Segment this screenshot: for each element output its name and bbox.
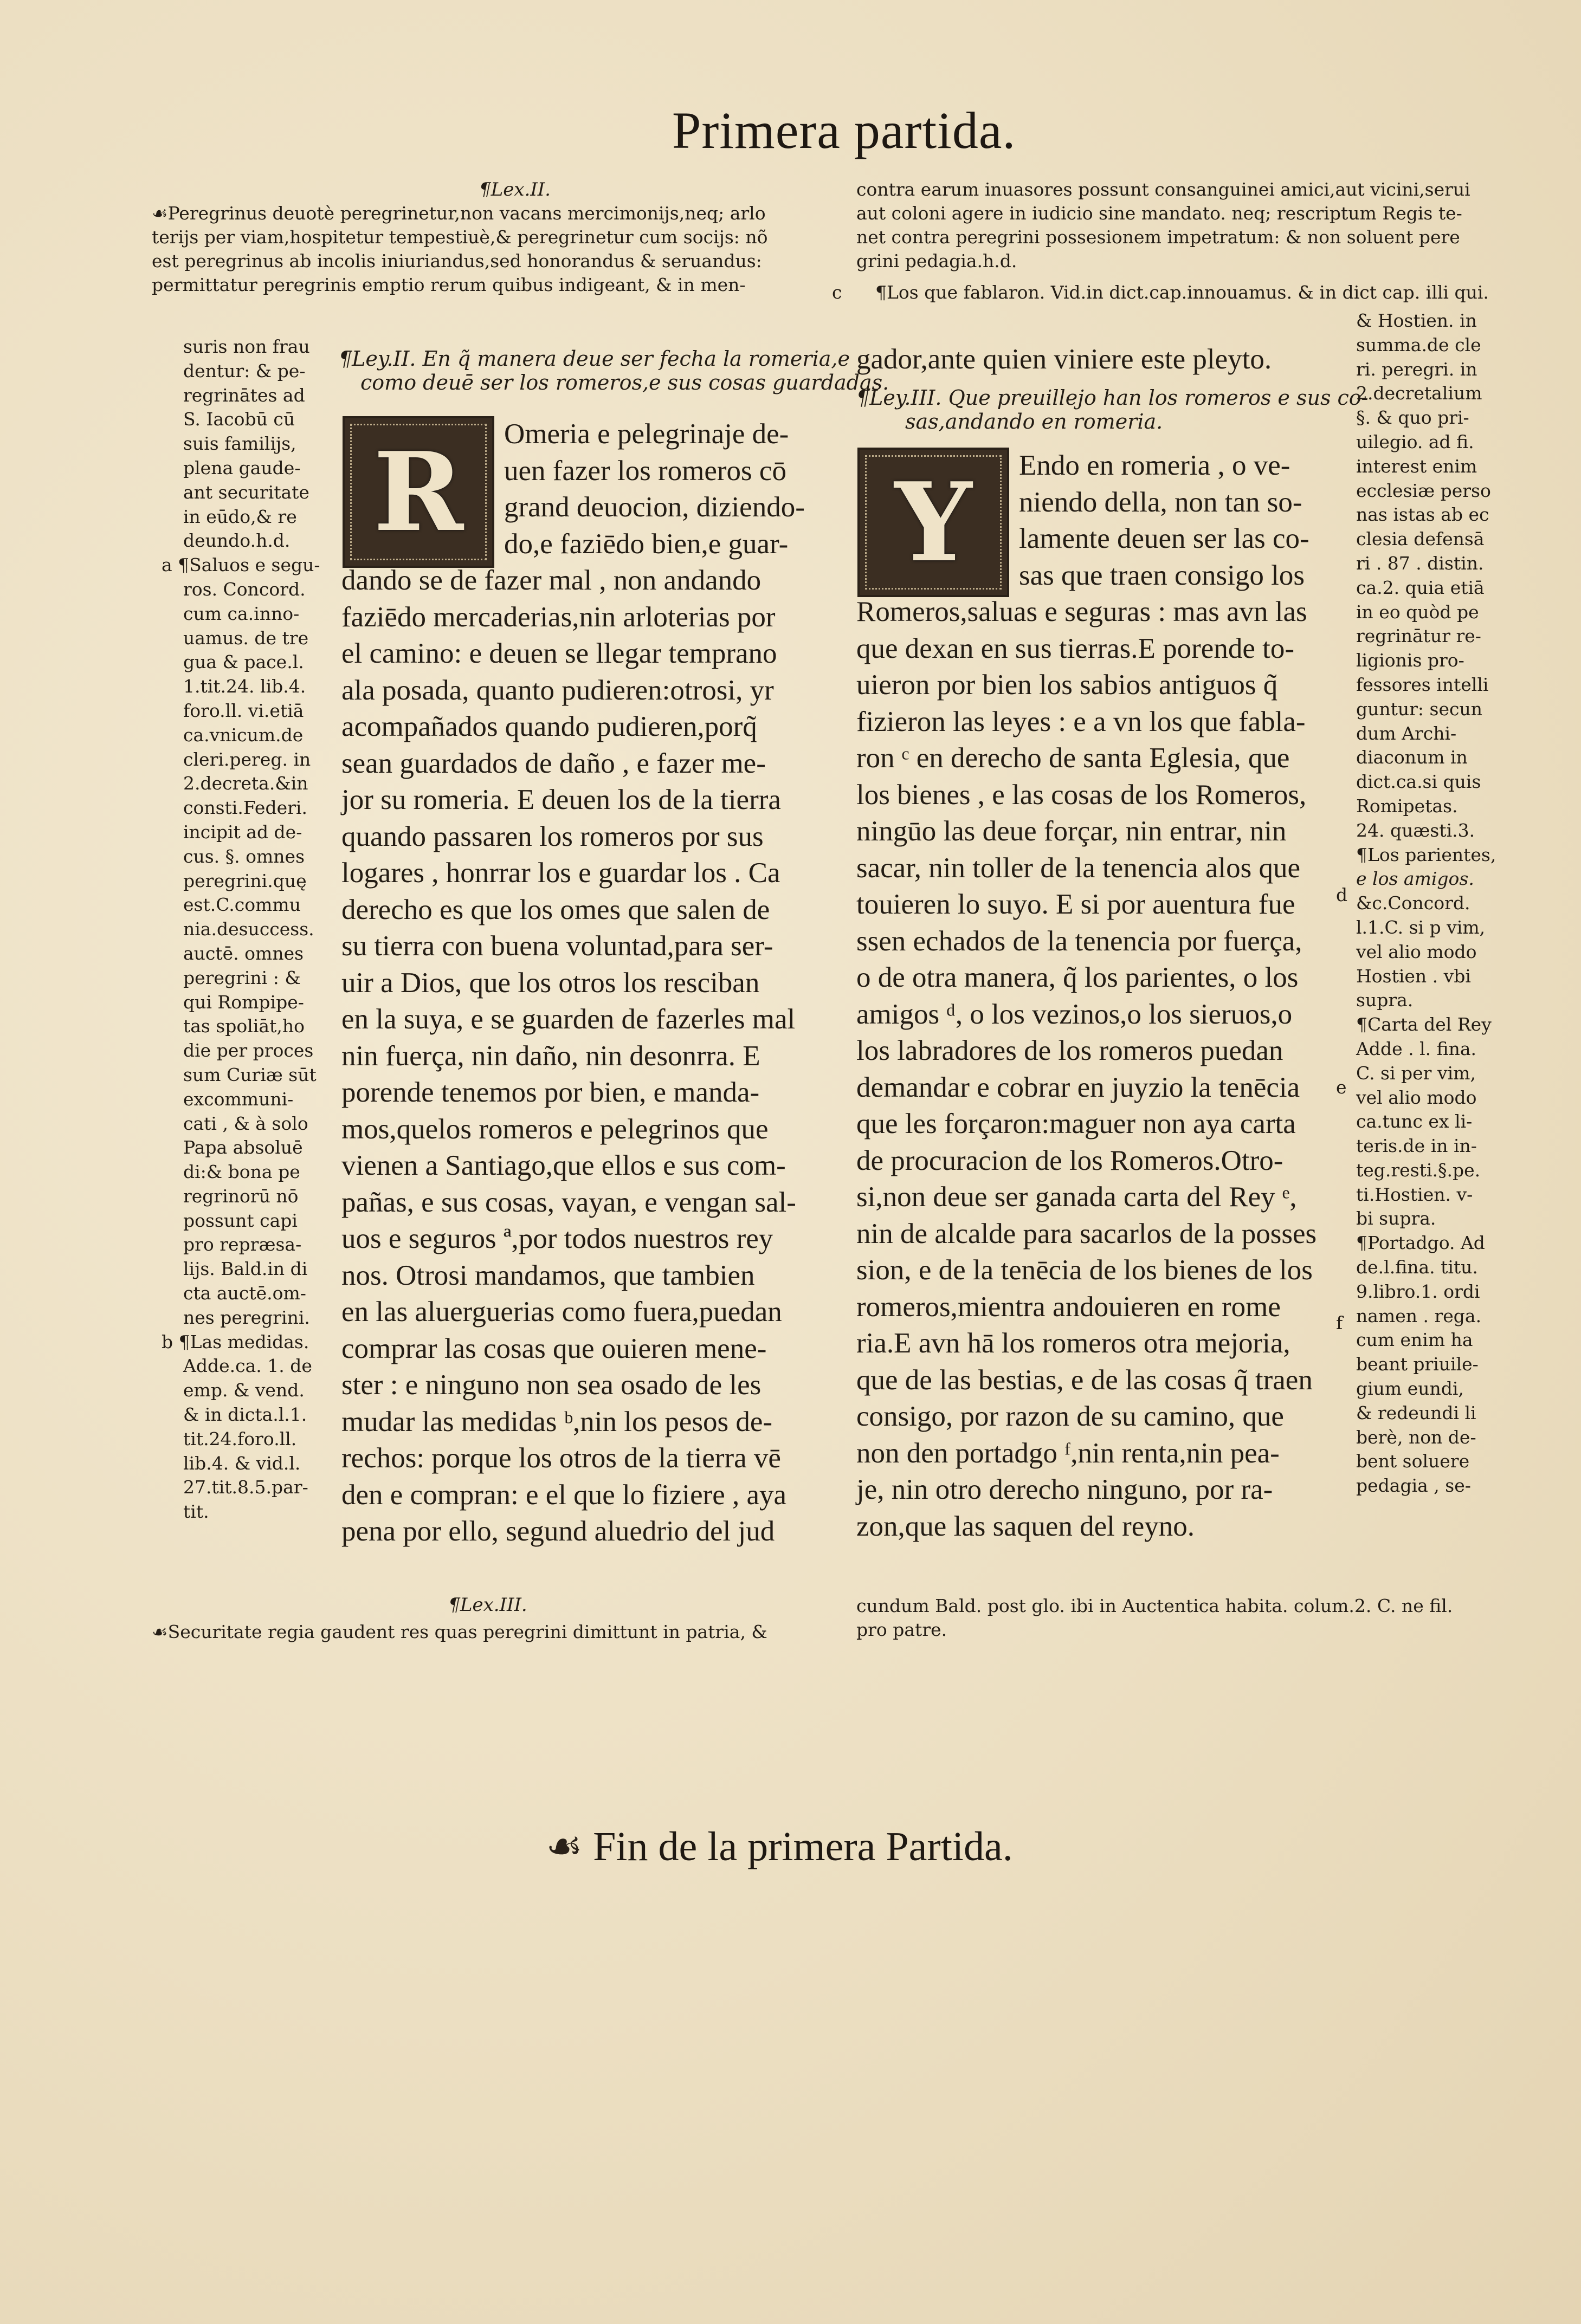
margin-line: Romipetas.: [1356, 795, 1458, 817]
text-line: jor su romeria. E deuen los de la tierra: [341, 784, 781, 815]
margin-line: clesia defensā: [1356, 528, 1485, 550]
gloss-line: aut coloni agere in iudicio sine mandato. neq; rescriptum Regis te-: [856, 203, 1462, 224]
margin-line: tit.: [183, 1501, 209, 1523]
text-line: rechos: porque los otros de la tierra vē: [341, 1442, 781, 1474]
text-line: grand deuocion, diziendo-: [504, 491, 805, 523]
margin-line: est.C.commu: [183, 894, 301, 916]
right-first-line: gador,ante quien viniere este pleyto.: [856, 344, 1272, 375]
margin-line: tas spoliāt,ho: [183, 1015, 305, 1037]
margin-line: uamus. de tre: [183, 627, 309, 649]
gloss-line: ☙Peregrinus deuotè peregrinetur,non vacans mercimonijs,neq; arlo: [152, 203, 766, 224]
margin-line: ¶Carta del Rey: [1356, 1014, 1492, 1035]
margin-line: pro repræsa-: [183, 1234, 302, 1255]
margin-line: cus. §. omnes: [183, 845, 305, 867]
margin-line: namen . rega.: [1356, 1305, 1482, 1326]
text-line: uen fazer los romeros cō: [504, 455, 786, 487]
text-line: faziēdo mercaderias,nin arloterias por: [341, 601, 776, 633]
text-line: o de otra manera, q̃ los parientes, o los: [856, 962, 1299, 993]
right-margin-gloss: [1356, 309, 1497, 1498]
margin-line: supra.: [1356, 989, 1414, 1011]
margin-line: ecclesiæ perso: [1356, 480, 1491, 501]
text-line: ssen echados de la tenencia por fuerça,: [856, 925, 1302, 957]
text-line: uos e seguros ª,por todos nuestros rey: [341, 1223, 773, 1254]
margin-line: vel alio modo: [1356, 1086, 1477, 1108]
margin-line: 2.decretalium: [1356, 383, 1482, 404]
text-line: mudar las medidas ᵇ,nin los pesos de-: [341, 1406, 773, 1438]
margin-line: teg.resti.§.pe.: [1356, 1159, 1481, 1181]
margin-line: regrinorū nō: [183, 1185, 299, 1207]
text-line: do,e faziēdo bien,e guar-: [504, 528, 789, 560]
margin-line: ca.tunc ex li-: [1356, 1111, 1473, 1132]
margin-line: l.1.C. si p vim,: [1356, 916, 1486, 938]
margin-line: & Hostien. in: [1356, 310, 1477, 331]
margin-line: 1.tit.24. lib.4.: [183, 676, 306, 697]
initial-letter: Y: [894, 458, 972, 586]
margin-line: summa.de cle: [1356, 334, 1481, 355]
text-line: sion, e de la tenēcia de los bienes de los: [856, 1254, 1313, 1286]
margin-line: 27.tit.8.5.par-: [183, 1477, 308, 1498]
note-c-line: ¶Los que fablaron. Vid.in dict.cap.innouamus. & in dict cap. illi qui.: [875, 282, 1489, 303]
margin-line: uilegio. ad fi.: [1356, 431, 1474, 452]
margin-line: Adde . l. fina.: [1356, 1038, 1477, 1059]
lex-ii-gloss-heading: ¶Lex.II.: [479, 179, 551, 200]
margin-line: gium eundi,: [1356, 1378, 1464, 1400]
margin-line: di:& bona pe: [183, 1161, 300, 1183]
margin-line: b ¶Las medidas.: [162, 1331, 309, 1352]
gloss-line: contra earum inuasores possunt consanguinei amici,aut vicini,serui: [856, 179, 1470, 200]
text-line: porende tenemos por bien, e manda-: [341, 1077, 760, 1108]
margin-line: ¶Portadgo. Ad: [1356, 1232, 1485, 1254]
fleuron-icon: ☙: [546, 1824, 583, 1869]
margin-line: guntur: secun: [1356, 698, 1482, 720]
margin-line: beant priuile-: [1356, 1354, 1479, 1375]
margin-line: pedagia , se-: [1356, 1475, 1471, 1497]
margin-line: dum Archi-: [1356, 722, 1457, 744]
bottom-gloss-left: ☙Securitate regia gaudent res quas peregrini dimittunt in patria, &: [152, 1621, 767, 1642]
ley-ii-initial-lines: [504, 416, 816, 562]
margin-line: plena gaude-: [183, 457, 301, 478]
text-line: si,non deue ser ganada carta del Rey ᵉ,: [856, 1181, 1297, 1213]
text-line: touieren lo suyo. E si por auentura fue: [856, 889, 1295, 920]
ley-iii-heading: [856, 386, 1369, 433]
margin-line: §. & quo pri-: [1356, 407, 1469, 429]
margin-line: Adde.ca. 1. de: [183, 1355, 312, 1377]
margin-line: sum Curiæ sūt: [183, 1064, 317, 1085]
note-marker-c: c: [832, 282, 842, 303]
margin-line: in eo quòd pe: [1356, 601, 1479, 623]
heading-line: como deuē ser los romeros,e sus cosas guardadas.: [360, 371, 889, 394]
text-line: demandar e cobrar en juyzio la tenēcia: [856, 1071, 1300, 1103]
margin-line: dict.ca.si quis: [1356, 771, 1481, 793]
margin-line: ri. peregri. in: [1356, 358, 1477, 380]
margin-line: regrinātur re-: [1356, 625, 1481, 647]
text-line: uir a Dios, que los otros los resciban: [341, 967, 760, 999]
margin-line: & redeundi li: [1356, 1402, 1476, 1423]
text-line: de procuracion de los Romeros.Otro-: [856, 1144, 1283, 1176]
margin-line: ti.Hostien. v-: [1356, 1183, 1473, 1205]
top-gloss-left: [152, 202, 813, 297]
margin-line: lijs. Bald.in di: [183, 1258, 308, 1280]
text-line: comprar las cosas que ouieren mene-: [341, 1332, 767, 1364]
decorated-initial-r: [343, 416, 494, 568]
text-line: en la suya, e se guarden de fazerles mal: [341, 1004, 796, 1035]
margin-line: ros. Concord.: [183, 578, 306, 600]
heading-line: sas,andando en romeria.: [905, 410, 1163, 433]
gloss-line: pro patre.: [856, 1619, 947, 1640]
text-line: ster : e ninguno non sea osado de les: [341, 1369, 762, 1401]
margin-line: nia.desuccess.: [183, 918, 314, 940]
ley-iii-body: [856, 594, 1333, 1545]
text-line: sas que traen consigo los: [1019, 559, 1305, 591]
margin-line: bi supra.: [1356, 1208, 1436, 1229]
gloss-line: net contra peregrini possesionem impetratum: & non soluent pere: [856, 226, 1460, 248]
text-line: el camino: e deuen se llegar temprano: [341, 638, 777, 669]
margin-line: ri . 87 . distin.: [1356, 552, 1484, 574]
text-line: ningūo las deue forçar, nin entrar, nin: [856, 815, 1287, 847]
text-line: que de las bestias, e de las cosas q̃ traen: [856, 1364, 1313, 1396]
margin-line: 24. quæsti.3.: [1356, 819, 1475, 841]
text-line: ala posada, quanto pudieren:otrosi, yr: [341, 674, 774, 706]
text-line: non den portadgo ᶠ,nin renta,nin pea-: [856, 1437, 1280, 1469]
text-line: pañas, e sus cosas, vayan, e vengan sal-: [341, 1186, 796, 1218]
margin-line: teris.de in in-: [1356, 1135, 1477, 1157]
gloss-line: permittatur peregrinis emptio rerum quibus indigeant, & in men-: [152, 274, 746, 295]
text-line: derecho es que los omes que salen de: [341, 894, 770, 925]
margin-line: peregrini.quę: [183, 870, 307, 891]
heading-line: ¶Ley.II. En q̃ manera deue ser fecha la romeria,e: [339, 347, 850, 371]
margin-line: cta auctē.om-: [183, 1283, 306, 1304]
margin-line: fessores intelli: [1356, 674, 1489, 695]
margin-line: vel alio modo: [1356, 941, 1477, 962]
gloss-line: grini pedagia.h.d.: [856, 250, 1017, 271]
margin-line: Hostien . vbi: [1356, 965, 1471, 987]
text-line: vienen a Santiago,que ellos e sus com-: [341, 1150, 786, 1181]
text-line: romeros,mientra andouieren en rome: [856, 1291, 1281, 1323]
note-marker-d: d: [1336, 884, 1348, 905]
text-line: Romeros,saluas e seguras : mas avn las: [856, 596, 1307, 627]
running-header: Primera partida.: [672, 101, 1016, 159]
text-line: sean guardados de daño , e fazer me-: [341, 747, 766, 779]
text-line: consigo, por razon de su camino, que: [856, 1401, 1284, 1432]
lex-iii-gloss-heading: ¶Lex.III.: [448, 1594, 527, 1616]
margin-line: 2.decreta.&in: [183, 773, 308, 794]
closing-text: Fin de la primera Partida.: [593, 1824, 1013, 1869]
margin-line: &c.Concord.: [1356, 892, 1470, 914]
text-line: mos,quelos romeros e pelegrinos que: [341, 1113, 769, 1145]
margin-line: cum enim ha: [1356, 1329, 1473, 1351]
margin-line: bent soluere: [1356, 1451, 1470, 1472]
margin-line: ligionis pro-: [1356, 650, 1464, 671]
gloss-line: terijs per viam,hospitetur tempestiuè,& peregrinetur cum socijs: nõ: [152, 226, 768, 248]
text-line: los bienes , e las cosas de los Romeros,: [856, 779, 1307, 811]
margin-line: suis familijs,: [183, 433, 296, 455]
text-line: nin de alcalde para sacarlos de la posses: [856, 1218, 1317, 1250]
margin-line: auctē. omnes: [183, 942, 304, 964]
text-line: en las aluerguerias como fuera,puedan: [341, 1296, 782, 1328]
margin-line: regrinātes ad: [183, 384, 305, 406]
margin-line: die per proces: [183, 1040, 314, 1061]
margin-line: tit.24.foro.ll.: [183, 1428, 297, 1449]
bottom-gloss-right: [856, 1594, 1496, 1642]
text-line: quando passaren los romeros por sus: [341, 820, 764, 852]
text-line: su tierra con buena voluntad,para ser-: [341, 930, 773, 962]
gloss-line: est peregrinus ab incolis iniuriandus,sed honorandus & seruandus:: [152, 250, 762, 271]
text-line: ria.E avn hā los romeros otra mejoria,: [856, 1328, 1290, 1359]
margin-line: interest enim: [1356, 455, 1477, 477]
margin-line: nas istas ab ec: [1356, 504, 1489, 526]
margin-line: & in dicta.l.1.: [183, 1404, 307, 1426]
margin-line: C. si per vim,: [1356, 1062, 1476, 1084]
margin-line: deundo.h.d.: [183, 530, 291, 552]
margin-line: ca.2. quia etiā: [1356, 577, 1485, 598]
text-line: niendo della, non tan so-: [1019, 486, 1302, 518]
margin-line: possunt capi: [183, 1209, 298, 1231]
text-line: amigos ᵈ, o los vezinos,o los sieruos,o: [856, 998, 1293, 1030]
ley-ii-body: [341, 562, 818, 1550]
top-gloss-right: [856, 178, 1496, 273]
margin-line: e los amigos.: [1356, 868, 1474, 890]
text-line: zon,que las saquen del reyno.: [856, 1510, 1195, 1542]
margin-line: diaconum in: [1356, 747, 1468, 768]
margin-line: lib.4. & vid.l.: [183, 1452, 301, 1474]
heading-line: ¶Ley.III. Que preuillejo han los romeros e sus co-: [856, 386, 1369, 410]
margin-line: qui Rompipe-: [183, 991, 304, 1013]
margin-line: incipit ad de-: [183, 821, 302, 843]
margin-line: ca.vnicum.de: [183, 724, 304, 746]
text-line: que les forçaron:maguer non aya carta: [856, 1108, 1296, 1140]
margin-line: ¶Los parientes,: [1356, 844, 1496, 865]
margin-line: Papa absoluē: [183, 1137, 303, 1158]
margin-line: 9.libro.1. ordi: [1356, 1280, 1480, 1302]
closing-line: [546, 1822, 1013, 1870]
text-line: dando se de fazer mal , non andando: [341, 565, 762, 596]
text-line: los labradores de los romeros puedan: [856, 1035, 1283, 1066]
text-line: ron ᶜ en derecho de santa Eglesia, que: [856, 742, 1290, 774]
margin-line: cati , & à solo: [183, 1112, 308, 1134]
decorated-initial-y: [857, 448, 1009, 597]
margin-line: suris non frau: [183, 336, 310, 357]
text-line: je, nin otro derecho ninguno, por ra-: [856, 1474, 1273, 1505]
margin-line: S. Iacobū cū: [183, 409, 295, 430]
text-line: Endo en romeria , o ve-: [1019, 450, 1290, 481]
note-marker-e: e: [1336, 1077, 1347, 1098]
initial-letter: R: [373, 428, 464, 556]
left-margin-gloss: [162, 335, 320, 1524]
margin-line: peregrini : &: [183, 967, 301, 988]
text-line: que dexan en sus tierras.E porende to-: [856, 632, 1294, 664]
gloss-line: cundum Bald. post glo. ibi in Auctentica habita. colum.2. C. ne fil.: [856, 1595, 1453, 1616]
margin-line: cleri.pereg. in: [183, 748, 311, 770]
margin-line: in eūdo,& re: [183, 506, 297, 527]
text-line: pena por ello, segund aluedrio del jud: [341, 1516, 775, 1547]
text-line: logares , honrrar los e guardar los . Ca: [341, 857, 780, 889]
text-line: nos. Otrosi mandamos, que tambien: [341, 1259, 755, 1291]
margin-line: nes peregrini.: [183, 1306, 310, 1328]
margin-line: gua & pace.l.: [183, 651, 304, 673]
margin-line: berè, non de-: [1356, 1426, 1476, 1448]
text-line: uieron por bien los sabios antiguos q̃: [856, 669, 1278, 701]
margin-line: de.l.fina. titu.: [1356, 1257, 1478, 1278]
margin-line: consti.Federi.: [183, 797, 307, 819]
text-line: acompañados quando pudieren,porq̃: [341, 711, 757, 742]
text-line: sacar, nin toller de la tenencia alos que: [856, 852, 1301, 884]
text-line: Omeria e pelegrinaje de-: [504, 418, 789, 450]
ley-ii-heading: [339, 347, 889, 394]
ley-iii-initial-lines: [1019, 448, 1333, 594]
margin-line: excommuni-: [183, 1088, 294, 1110]
text-line: fizieron las leyes : e a vn los que fabla-: [856, 705, 1306, 737]
margin-line: dentur: & pe-: [183, 360, 306, 381]
text-line: den e compran: e el que lo fiziere , aya: [341, 1479, 787, 1511]
margin-line: cum ca.inno-: [183, 603, 300, 624]
margin-line: ant securitate: [183, 481, 309, 503]
margin-line: a ¶Saluos e segu-: [162, 554, 320, 576]
margin-line: emp. & vend.: [183, 1380, 305, 1401]
text-line: nin fuerça, nin daño, nin desonrra. E: [341, 1040, 760, 1072]
text-line: lamente deuen ser las co-: [1019, 523, 1309, 554]
note-marker-f: f: [1336, 1312, 1343, 1333]
margin-line: foro.ll. vi.etiā: [183, 700, 304, 721]
